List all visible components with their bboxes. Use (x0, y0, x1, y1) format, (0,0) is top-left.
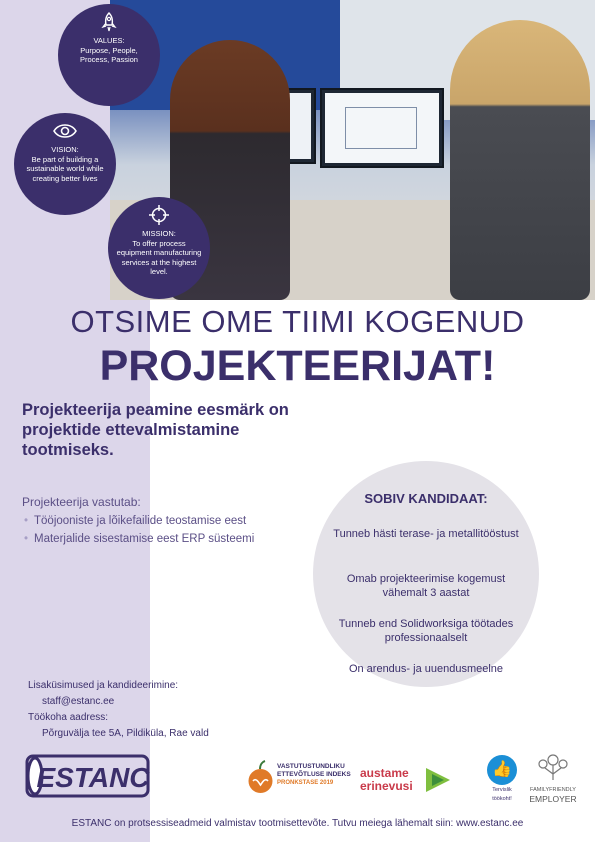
address-value: Põrguvälja tee 5A, Pildiküla, Rae vald (42, 728, 209, 739)
values-text: Purpose, People, Process, Passion (80, 45, 138, 64)
rocket-icon (99, 12, 119, 32)
candidate-item: On arendus- ja uuendusmeelne (348, 663, 504, 675)
apple-hands-icon (247, 759, 274, 797)
estanc-logo (25, 752, 150, 800)
tree-icon (533, 752, 573, 780)
diversity-arrow-icon (422, 764, 454, 796)
family-line2: EMPLOYER (529, 793, 577, 804)
address-label: Töökoha aadress: (28, 712, 109, 723)
tervislik-tookoht-badge (482, 755, 522, 805)
vision-label: VISION: (51, 145, 79, 154)
index-level: PRONKSTASE 2019 (277, 780, 334, 786)
vision-bubble (14, 113, 116, 215)
responsibility-index-badge (247, 757, 352, 802)
monitor-right (320, 88, 444, 168)
crosshair-icon (149, 205, 169, 225)
candidate-circle (313, 461, 539, 687)
austame-line2: erinevusi (360, 779, 413, 793)
austame-erinevusi-badge (360, 762, 460, 802)
values-bubble (58, 4, 160, 106)
questions-label: Lisaküsimused ja kandideerimine: (28, 680, 179, 691)
austame-line1: austame (360, 766, 409, 780)
family-line1: FAMILYFRIENDLY (530, 787, 576, 793)
goal-statement: Projekteerija peamine eesmärk on projektide ettevalmistamine tootmiseks. (22, 401, 289, 459)
candidate-item: Omab projekteerimise kogemust vähemalt 3 aastat (346, 573, 506, 599)
mission-text: To offer process equipment manufacturing services at the highest level. (116, 238, 202, 276)
candidate-title: SOBIV KANDIDAAT: (364, 491, 488, 506)
candidate-item: Tunneb end Solidworksiga töötades professionaalselt (338, 618, 514, 644)
headline-line2: PROJEKTEERIJAT! (99, 342, 496, 390)
headline-line1: OTSIME OME TIIMI KOGENUD (70, 304, 525, 339)
index-title: VASTUTUSTUNDLIKU ETTEVÕTLUSE INDEKS (277, 763, 351, 778)
candidate-item: Tunneb hästi terase- ja metallitööstust (333, 528, 519, 540)
vision-text: Be part of building a sustainable world while creating better lives (26, 154, 104, 183)
thumbs-up-icon: 👍 (487, 755, 517, 785)
logo-text: ESTANC (36, 762, 150, 793)
family-friendly-badge (528, 752, 578, 804)
footer-text: ESTANC on protsessiseadmeid valmistav tootmisettevõte. Tutvu meiega lähemalt siin: www.estanc.ee (71, 818, 524, 829)
responsibilities-list (22, 515, 254, 551)
values-label: VALUES: (93, 36, 125, 45)
contact-email[interactable]: staff@estanc.ee (42, 696, 115, 707)
person-standing (450, 20, 590, 300)
tervislik-line1: Tervislik (492, 787, 512, 793)
tervislik-line2: töökoht! (492, 795, 512, 802)
list-item: • Materjalide sisestamise eest ERP süsteemi (22, 533, 254, 545)
eye-icon (52, 121, 78, 141)
mission-bubble (108, 197, 210, 299)
responsibilities-title: Projekteerija vastutab: (22, 495, 141, 509)
mission-label: MISSION: (142, 229, 176, 238)
list-item: • Tööjooniste ja lõikefailide teostamise eest (22, 515, 254, 527)
